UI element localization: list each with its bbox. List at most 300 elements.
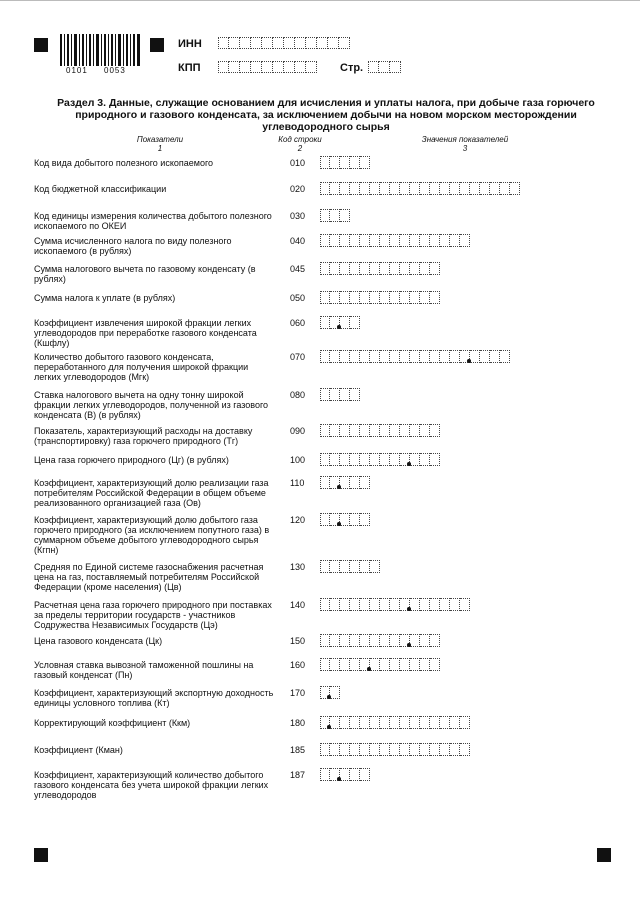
value-char-cell[interactable]: [370, 634, 380, 647]
char-cell[interactable]: [284, 61, 295, 73]
char-cell[interactable]: [379, 61, 390, 73]
value-char-cell[interactable]: [370, 743, 380, 756]
char-cell[interactable]: [229, 37, 240, 49]
value-char-cell[interactable]: [400, 424, 410, 437]
row-label: Код бюджетной классификации: [34, 184, 167, 194]
value-char-cell[interactable]: [350, 716, 360, 729]
value-char-cell[interactable]: [410, 424, 420, 437]
value-char-cell[interactable]: [480, 350, 490, 363]
value-char-cell[interactable]: [430, 234, 440, 247]
row-label: Коэффициент извлечения широкой фракции легких углеводородов при переработке газового конденсата (Кшфлу): [34, 318, 257, 348]
value-char-cell[interactable]: [340, 424, 350, 437]
row-value-field[interactable]: [320, 743, 470, 756]
value-char-cell[interactable]: [420, 424, 430, 437]
value-char-cell[interactable]: [380, 424, 390, 437]
corner-marker-bottom-left: [34, 848, 48, 862]
value-char-cell[interactable]: [360, 743, 370, 756]
value-char-cell[interactable]: [420, 634, 430, 647]
column-3-number: 3: [462, 144, 468, 153]
value-char-cell[interactable]: [330, 234, 340, 247]
row-code: 080: [290, 390, 306, 400]
value-char-cell[interactable]: [320, 388, 330, 401]
value-char-cell[interactable]: [470, 350, 480, 363]
row-code: 070: [290, 352, 306, 362]
value-char-cell[interactable]: [400, 716, 410, 729]
row-code: 185: [290, 745, 306, 755]
value-char-cell[interactable]: [340, 476, 350, 489]
char-cell[interactable]: [262, 37, 273, 49]
value-char-cell[interactable]: [380, 262, 390, 275]
row-value-field[interactable]: [320, 234, 470, 247]
row-value-field[interactable]: [320, 513, 370, 526]
value-char-cell[interactable]: [350, 634, 360, 647]
row-value-field[interactable]: [320, 316, 360, 329]
value-char-cell[interactable]: [410, 743, 420, 756]
value-char-cell[interactable]: [320, 156, 330, 169]
value-char-cell[interactable]: [320, 316, 330, 329]
value-char-cell[interactable]: [390, 598, 400, 611]
value-char-cell[interactable]: [460, 182, 470, 195]
row-value-field[interactable]: [320, 476, 370, 489]
corner-marker-top-left: [34, 38, 48, 52]
row-value-field[interactable]: [320, 686, 340, 699]
value-char-cell[interactable]: [370, 350, 380, 363]
column-2-number: 2: [297, 144, 303, 153]
char-cell[interactable]: [273, 37, 284, 49]
value-char-cell[interactable]: [360, 716, 370, 729]
value-char-cell[interactable]: [510, 182, 520, 195]
value-char-cell[interactable]: [430, 262, 440, 275]
column-header-2: [260, 135, 340, 153]
value-char-cell[interactable]: [340, 560, 350, 573]
value-char-cell[interactable]: [420, 350, 430, 363]
char-cell[interactable]: [306, 37, 317, 49]
value-char-cell[interactable]: [410, 598, 420, 611]
value-char-cell[interactable]: [330, 209, 340, 222]
char-cell[interactable]: [273, 61, 284, 73]
value-char-cell[interactable]: [360, 156, 370, 169]
value-char-cell[interactable]: [490, 182, 500, 195]
row-value-field[interactable]: [320, 658, 440, 671]
value-char-cell[interactable]: [360, 598, 370, 611]
value-char-cell[interactable]: [430, 182, 440, 195]
row-value-field[interactable]: [320, 598, 470, 611]
value-char-cell[interactable]: [350, 743, 360, 756]
row-label: Коэффициент (Кман): [34, 745, 123, 755]
page-number-field[interactable]: [368, 61, 401, 73]
value-char-cell[interactable]: [390, 453, 400, 466]
row-label: Сумма налогового вычета по газовому конденсату (в рублях): [34, 264, 256, 284]
row-label: Количество добытого газового конденсата, переработанного для получения широкой фракции легких углеводородов (Мгк): [34, 352, 249, 382]
value-char-cell[interactable]: [400, 182, 410, 195]
row-code: 100: [290, 455, 306, 465]
value-char-cell[interactable]: [410, 658, 420, 671]
value-char-cell[interactable]: [360, 262, 370, 275]
row-label: Код единицы измерения количества добытого полезного ископаемого по ОКЕИ: [34, 211, 272, 231]
value-char-cell[interactable]: [380, 598, 390, 611]
value-char-cell[interactable]: [420, 291, 430, 304]
value-char-cell[interactable]: [340, 209, 350, 222]
top-edge-line: [0, 0, 640, 1]
value-char-cell[interactable]: [430, 291, 440, 304]
row-label: Сумма налога к уплате (в рублях): [34, 293, 176, 303]
value-char-cell[interactable]: [360, 234, 370, 247]
value-char-cell[interactable]: [410, 262, 420, 275]
row-label: Сумма исчисленного налога по виду полезного ископаемого (в рублях): [34, 236, 232, 256]
value-char-cell[interactable]: [420, 182, 430, 195]
row-code: 187: [290, 770, 306, 780]
column-1-name: Показатели: [136, 135, 184, 144]
value-char-cell[interactable]: [430, 424, 440, 437]
value-char-cell[interactable]: [330, 156, 340, 169]
row-label: Коэффициент, характеризующий экспортную доходность единицы условного топлива (Кт): [34, 688, 274, 708]
value-char-cell[interactable]: [370, 453, 380, 466]
value-char-cell[interactable]: [390, 182, 400, 195]
row-label: Расчетная цена газа горючего природного при поставках за пределы территории государств - участников Содружества Независимых Государств (Цэ): [34, 600, 272, 630]
value-char-cell[interactable]: [390, 716, 400, 729]
value-char-cell[interactable]: [440, 598, 450, 611]
value-char-cell[interactable]: [360, 453, 370, 466]
row-label: Коэффициент, характеризующий долю реализации газа потребителям Российской Федерации в общем объеме реализованного организацией газа (Ов): [34, 478, 269, 508]
row-code: 180: [290, 718, 306, 728]
value-char-cell[interactable]: [390, 350, 400, 363]
value-char-cell[interactable]: [320, 768, 330, 781]
value-char-cell[interactable]: [330, 388, 340, 401]
value-char-cell[interactable]: [340, 658, 350, 671]
value-char-cell[interactable]: [430, 634, 440, 647]
row-code: 090: [290, 426, 306, 436]
value-char-cell[interactable]: [350, 156, 360, 169]
value-char-cell[interactable]: [320, 291, 330, 304]
value-char-cell[interactable]: [360, 182, 370, 195]
value-char-cell[interactable]: [500, 182, 510, 195]
value-char-cell[interactable]: [350, 658, 360, 671]
value-char-cell[interactable]: [440, 234, 450, 247]
value-char-cell[interactable]: [450, 350, 460, 363]
row-value-field[interactable]: [320, 560, 380, 573]
value-char-cell[interactable]: [410, 350, 420, 363]
value-char-cell[interactable]: [330, 560, 340, 573]
value-char-cell[interactable]: [500, 350, 510, 363]
value-char-cell[interactable]: [340, 716, 350, 729]
value-char-cell[interactable]: [450, 182, 460, 195]
value-char-cell[interactable]: [330, 598, 340, 611]
value-char-cell[interactable]: [330, 350, 340, 363]
value-char-cell[interactable]: [350, 476, 360, 489]
value-char-cell[interactable]: [380, 658, 390, 671]
value-char-cell[interactable]: [350, 350, 360, 363]
value-char-cell[interactable]: [340, 156, 350, 169]
value-char-cell[interactable]: [370, 598, 380, 611]
value-char-cell[interactable]: [410, 234, 420, 247]
value-char-cell[interactable]: [340, 768, 350, 781]
kpp-label: КПП: [178, 62, 201, 74]
page-label: Стр.: [340, 62, 364, 74]
value-char-cell[interactable]: [320, 424, 330, 437]
value-char-cell[interactable]: [400, 350, 410, 363]
row-label: Цена газового конденсата (Цк): [34, 636, 163, 646]
char-cell[interactable]: [306, 61, 317, 73]
value-char-cell[interactable]: [330, 424, 340, 437]
value-char-cell[interactable]: [420, 716, 430, 729]
value-char-cell[interactable]: [430, 453, 440, 466]
value-char-cell[interactable]: [380, 350, 390, 363]
char-cell[interactable]: [240, 61, 251, 73]
char-cell[interactable]: [390, 61, 401, 73]
value-char-cell[interactable]: [420, 658, 430, 671]
value-char-cell[interactable]: [380, 716, 390, 729]
value-char-cell[interactable]: [420, 262, 430, 275]
value-char-cell[interactable]: [360, 513, 370, 526]
value-char-cell[interactable]: [340, 453, 350, 466]
row-value-field[interactable]: [320, 716, 470, 729]
value-char-cell[interactable]: [450, 234, 460, 247]
row-code: 020: [290, 184, 306, 194]
value-char-cell[interactable]: [430, 350, 440, 363]
value-char-cell[interactable]: [340, 350, 350, 363]
value-char-cell[interactable]: [350, 424, 360, 437]
value-char-cell[interactable]: [440, 350, 450, 363]
value-char-cell[interactable]: [370, 424, 380, 437]
value-char-cell[interactable]: [380, 291, 390, 304]
value-char-cell[interactable]: [340, 743, 350, 756]
value-char-cell[interactable]: [320, 476, 330, 489]
value-char-cell[interactable]: [330, 743, 340, 756]
char-cell[interactable]: [295, 37, 306, 49]
row-value-field[interactable]: [320, 156, 370, 169]
value-char-cell[interactable]: [480, 182, 490, 195]
value-char-cell[interactable]: [320, 743, 330, 756]
value-char-cell[interactable]: [380, 234, 390, 247]
value-char-cell[interactable]: [320, 560, 330, 573]
value-char-cell[interactable]: [400, 262, 410, 275]
value-char-cell[interactable]: [360, 476, 370, 489]
value-char-cell[interactable]: [360, 634, 370, 647]
value-char-cell[interactable]: [380, 182, 390, 195]
value-char-cell[interactable]: [410, 453, 420, 466]
row-value-field[interactable]: [320, 388, 360, 401]
value-char-cell[interactable]: [400, 291, 410, 304]
char-cell[interactable]: [339, 37, 350, 49]
value-char-cell[interactable]: [320, 513, 330, 526]
corner-marker-bottom-right: [597, 848, 611, 862]
value-char-cell[interactable]: [360, 560, 370, 573]
value-char-cell[interactable]: [360, 291, 370, 304]
value-char-cell[interactable]: [340, 234, 350, 247]
value-char-cell[interactable]: [460, 716, 470, 729]
row-value-field[interactable]: [320, 291, 440, 304]
column-3-name: Значения показателей: [421, 135, 509, 144]
value-char-cell[interactable]: [360, 350, 370, 363]
value-char-cell[interactable]: [430, 598, 440, 611]
value-char-cell[interactable]: [450, 716, 460, 729]
char-cell[interactable]: [368, 61, 379, 73]
section-title: Раздел 3. Данные, служащие основанием для исчисления и уплаты налога, при добыче газа горючего природного и газового конденсата, за исключением добычи на новом морском месторождении углеводородного сырья: [57, 97, 595, 133]
value-char-cell[interactable]: [390, 634, 400, 647]
value-char-cell[interactable]: [350, 768, 360, 781]
char-cell[interactable]: [240, 37, 251, 49]
row-code: 150: [290, 636, 306, 646]
column-header-1: [110, 135, 210, 153]
value-char-cell[interactable]: [360, 768, 370, 781]
row-label: Код вида добытого полезного ископаемого: [34, 158, 214, 168]
value-char-cell[interactable]: [320, 453, 330, 466]
row-label: Условная ставка вывозной таможенной пошлины на газовый конденсат (Пн): [34, 660, 254, 680]
row-value-field[interactable]: [320, 262, 440, 275]
value-char-cell[interactable]: [330, 182, 340, 195]
row-label: Корректирующий коэффициент (Ккм): [34, 718, 191, 728]
row-value-field[interactable]: [320, 634, 440, 647]
value-char-cell[interactable]: [370, 658, 380, 671]
kpp-field[interactable]: [218, 61, 317, 73]
value-char-cell[interactable]: [340, 262, 350, 275]
value-char-cell[interactable]: [450, 743, 460, 756]
value-char-cell[interactable]: [320, 209, 330, 222]
value-char-cell[interactable]: [330, 262, 340, 275]
inn-field[interactable]: [218, 37, 350, 49]
value-char-cell[interactable]: [370, 234, 380, 247]
value-char-cell[interactable]: [370, 291, 380, 304]
char-cell[interactable]: [284, 37, 295, 49]
value-char-cell[interactable]: [350, 513, 360, 526]
value-char-cell[interactable]: [350, 234, 360, 247]
column-2-name: Код строки: [278, 135, 322, 144]
value-char-cell[interactable]: [460, 598, 470, 611]
row-value-field[interactable]: [320, 424, 440, 437]
value-char-cell[interactable]: [440, 182, 450, 195]
value-char-cell[interactable]: [320, 234, 330, 247]
value-char-cell[interactable]: [330, 686, 340, 699]
value-char-cell[interactable]: [390, 424, 400, 437]
value-char-cell[interactable]: [490, 350, 500, 363]
row-value-field[interactable]: [320, 182, 520, 195]
value-char-cell[interactable]: [330, 716, 340, 729]
value-char-cell[interactable]: [420, 453, 430, 466]
row-label: Показатель, характеризующий расходы на доставку (транспортировку) газа горючего природного (Тг): [34, 426, 253, 446]
value-char-cell[interactable]: [350, 291, 360, 304]
char-cell[interactable]: [218, 37, 229, 49]
value-char-cell[interactable]: [390, 262, 400, 275]
value-char-cell[interactable]: [440, 716, 450, 729]
char-cell[interactable]: [328, 37, 339, 49]
value-char-cell[interactable]: [390, 658, 400, 671]
row-value-field[interactable]: [320, 350, 510, 363]
value-char-cell[interactable]: [330, 291, 340, 304]
value-char-cell[interactable]: [430, 658, 440, 671]
char-cell[interactable]: [317, 37, 328, 49]
value-char-cell[interactable]: [400, 658, 410, 671]
value-char-cell[interactable]: [320, 262, 330, 275]
value-char-cell[interactable]: [390, 743, 400, 756]
row-code: 160: [290, 660, 306, 670]
barcode-image: [60, 34, 140, 66]
value-char-cell[interactable]: [380, 634, 390, 647]
value-char-cell[interactable]: [370, 560, 380, 573]
value-char-cell[interactable]: [400, 234, 410, 247]
value-char-cell[interactable]: [320, 658, 330, 671]
value-char-cell[interactable]: [410, 634, 420, 647]
row-code: 030: [290, 211, 306, 221]
value-char-cell[interactable]: [380, 453, 390, 466]
value-char-cell[interactable]: [410, 716, 420, 729]
value-char-cell[interactable]: [380, 743, 390, 756]
value-char-cell[interactable]: [460, 743, 470, 756]
value-char-cell[interactable]: [330, 658, 340, 671]
corner-marker-top-right: [150, 38, 164, 52]
value-char-cell[interactable]: [350, 598, 360, 611]
value-char-cell[interactable]: [390, 234, 400, 247]
value-char-cell[interactable]: [420, 598, 430, 611]
value-char-cell[interactable]: [340, 182, 350, 195]
char-cell[interactable]: [218, 61, 229, 73]
char-cell[interactable]: [229, 61, 240, 73]
value-char-cell[interactable]: [350, 560, 360, 573]
value-char-cell[interactable]: [390, 291, 400, 304]
value-char-cell[interactable]: [350, 262, 360, 275]
value-char-cell[interactable]: [340, 513, 350, 526]
value-char-cell[interactable]: [420, 234, 430, 247]
value-char-cell[interactable]: [320, 182, 330, 195]
row-label: Ставка налогового вычета на одну тонну широкой фракции легких углеводородов, полученной из газового конденсата (В) (в рублях): [34, 390, 269, 420]
row-label: Коэффициент, характеризующий долю добытого газа горючего природного (за исключением попутного газа) в суммарном объеме добытого углеводородного сырья (Кгпн): [34, 515, 270, 555]
row-value-field[interactable]: [320, 209, 350, 222]
value-char-cell[interactable]: [320, 350, 330, 363]
value-char-cell[interactable]: [470, 182, 480, 195]
value-char-cell[interactable]: [350, 316, 360, 329]
row-value-field[interactable]: [320, 768, 370, 781]
value-char-cell[interactable]: [340, 316, 350, 329]
value-char-cell[interactable]: [370, 262, 380, 275]
value-char-cell[interactable]: [340, 291, 350, 304]
value-char-cell[interactable]: [340, 598, 350, 611]
row-code: 045: [290, 264, 306, 274]
value-char-cell[interactable]: [440, 743, 450, 756]
value-char-cell[interactable]: [320, 598, 330, 611]
row-code: 110: [290, 478, 305, 488]
value-char-cell[interactable]: [420, 743, 430, 756]
char-cell[interactable]: [295, 61, 306, 73]
value-char-cell[interactable]: [330, 634, 340, 647]
value-char-cell[interactable]: [330, 453, 340, 466]
value-char-cell[interactable]: [400, 743, 410, 756]
value-char-cell[interactable]: [360, 424, 370, 437]
value-char-cell[interactable]: [460, 234, 470, 247]
value-char-cell[interactable]: [350, 453, 360, 466]
row-code: 060: [290, 318, 306, 328]
value-char-cell[interactable]: [370, 182, 380, 195]
row-label: Коэффициент, характеризующий количество добытого газового конденсата без учета широкой фракции легких углеводородов: [34, 770, 269, 800]
value-char-cell[interactable]: [450, 598, 460, 611]
value-char-cell[interactable]: [320, 634, 330, 647]
value-char-cell[interactable]: [370, 716, 380, 729]
row-code: 120: [290, 515, 306, 525]
char-cell[interactable]: [262, 61, 273, 73]
row-code: 140: [290, 600, 306, 610]
inn-label: ИНН: [178, 38, 202, 50]
value-char-cell[interactable]: [430, 716, 440, 729]
value-char-cell[interactable]: [340, 388, 350, 401]
value-char-cell[interactable]: [410, 182, 420, 195]
value-char-cell[interactable]: [350, 388, 360, 401]
value-char-cell[interactable]: [410, 291, 420, 304]
value-char-cell[interactable]: [430, 743, 440, 756]
char-cell[interactable]: [251, 37, 262, 49]
char-cell[interactable]: [251, 61, 262, 73]
value-char-cell[interactable]: [340, 634, 350, 647]
row-code: 170: [290, 688, 306, 698]
row-value-field[interactable]: [320, 453, 440, 466]
value-char-cell[interactable]: [350, 182, 360, 195]
